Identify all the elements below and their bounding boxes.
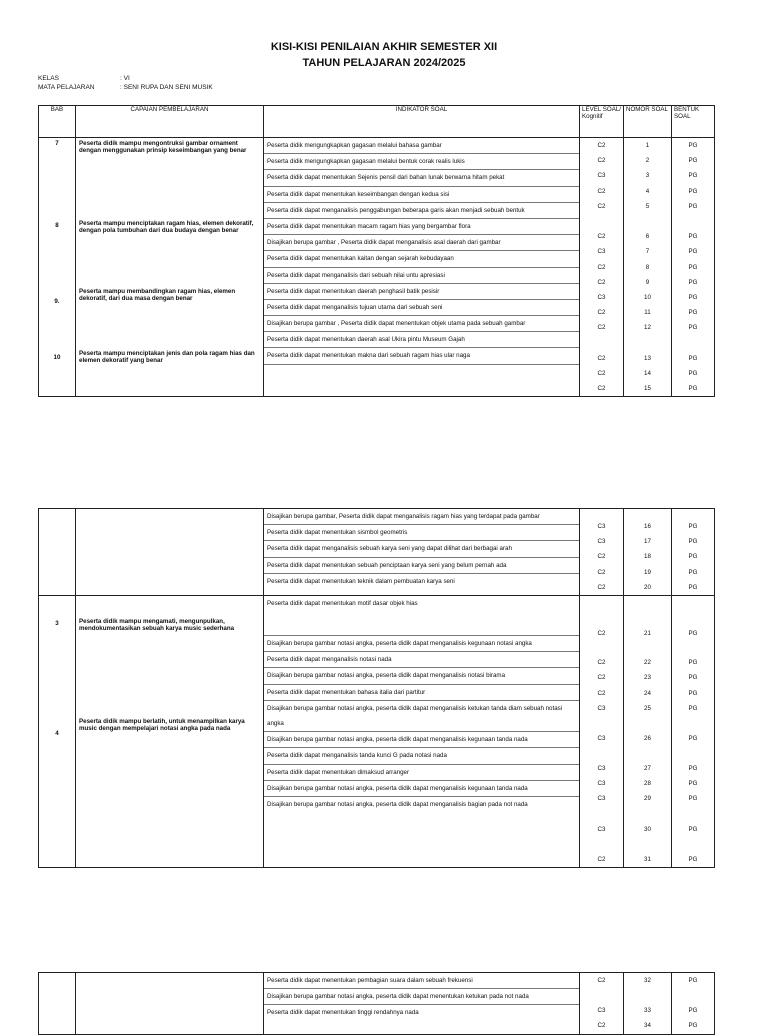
nomor-value: 4 xyxy=(645,187,650,195)
header-level: LEVEL SOAL/ Kognitif xyxy=(580,106,624,138)
header-bentuk: BENTUK SOAL xyxy=(672,106,715,138)
nomor-value: 23 xyxy=(644,674,651,682)
bentuk-column xyxy=(672,973,715,1035)
level-value: C3 xyxy=(597,293,606,301)
bentuk-value: PG xyxy=(688,674,698,682)
kisi-kisi-table-3 xyxy=(38,972,715,1035)
bentuk-value: PG xyxy=(688,977,698,984)
indikator-item: Peserta didik dapat menentukan kaitan dengan sejarah kebudayaan xyxy=(264,251,579,267)
level-value: C2 xyxy=(597,659,606,667)
nomor-value: 31 xyxy=(644,855,651,863)
level-value: C2 xyxy=(597,385,606,392)
level-value: C3 xyxy=(597,795,606,803)
bentuk-value: PG xyxy=(688,248,698,256)
bentuk-value: PG xyxy=(688,202,698,210)
bentuk-value: PG xyxy=(688,1022,698,1030)
indikator-item: Peserta didik dapat menentukan keseimbangan dengan kedua sisi xyxy=(264,187,579,203)
bab-number: 10 xyxy=(53,354,61,361)
table-body-row xyxy=(39,509,715,596)
nomor-value: 20 xyxy=(644,583,651,591)
bentuk-value: PG xyxy=(688,553,698,561)
nomor-value: 1 xyxy=(645,142,650,149)
bentuk-value: PG xyxy=(688,523,698,530)
level-value: C2 xyxy=(597,855,606,863)
nomor-value: 19 xyxy=(644,568,651,576)
indikator-column xyxy=(264,595,580,867)
level-column xyxy=(580,509,624,596)
table-body-row xyxy=(39,138,715,397)
level-value: C2 xyxy=(597,278,606,286)
bab-number: 3 xyxy=(55,619,59,627)
level-value: C2 xyxy=(597,157,606,165)
indikator-column xyxy=(264,138,580,397)
level-column xyxy=(580,138,624,397)
bentuk-value: PG xyxy=(688,187,698,195)
level-value: C2 xyxy=(597,568,606,576)
indikator-item: Peserta didik dapat menentukan motif dasar objek hias xyxy=(264,596,579,636)
bentuk-column xyxy=(672,595,715,867)
indikator-item: Peserta didik dapat menentukan bahasa italia dari partitur xyxy=(264,685,579,701)
indikator-column xyxy=(264,973,580,1035)
capaian-text: Peserta didik mampu mengamati, mengunpulkan, mendokumentasikan sebuah karya music sederhana xyxy=(79,617,235,633)
meta-kelas xyxy=(38,75,130,82)
level-value: C3 xyxy=(597,523,606,530)
level-column xyxy=(580,973,624,1035)
nomor-value: 27 xyxy=(644,765,651,773)
bentuk-value: PG xyxy=(688,157,698,165)
bentuk-value: PG xyxy=(688,354,698,362)
bab-number: 9. xyxy=(54,298,60,305)
bab-number: 8 xyxy=(55,222,59,229)
bentuk-value: PG xyxy=(688,324,698,332)
indikator-item: Peserta didik dapat menentukan tinggi rendahnya nada xyxy=(267,1009,419,1017)
nomor-value: 8 xyxy=(645,263,650,271)
indikator-item: Peserta didik dapat menentukan Sejenis pensil dari bahan lunak berwarna hitam pekat xyxy=(264,170,579,186)
bentuk-value: PG xyxy=(688,659,698,667)
nomor-value: 21 xyxy=(644,629,651,637)
indikator-item: Peserta didik dapat menentukan pembagian suara dalam sebuah frekuensi xyxy=(264,973,579,989)
bentuk-value: PG xyxy=(688,263,698,271)
level-value: C3 xyxy=(597,734,606,742)
nomor-value: 15 xyxy=(644,385,651,392)
bentuk-value: PG xyxy=(688,385,698,392)
capaian-column-empty xyxy=(76,973,264,1035)
bab-number: 7 xyxy=(55,140,59,147)
capaian-text: Peserta didik mampu berlatih, untuk menampilkan karya music dengan mempelajari notasi angka pada nada xyxy=(79,717,245,733)
bab-number: 4 xyxy=(55,729,59,737)
nomor-value: 30 xyxy=(644,825,651,833)
meta-mata-pelajaran xyxy=(38,84,213,91)
bab-column-empty xyxy=(39,973,76,1035)
nomor-value: 22 xyxy=(644,659,651,667)
indikator-item: Peserta didik dapat menentukan sebuah penciptaan karya seni yang belum pernah ada xyxy=(264,558,579,574)
capaian-text: Peserta mampu membandingkan ragam hias, elemen dekoratif, dari dua masa dengan benar xyxy=(79,288,236,303)
bentuk-value: PG xyxy=(688,278,698,286)
level-value: C3 xyxy=(597,765,606,773)
bentuk-value: PG xyxy=(688,629,698,637)
level-value: C3 xyxy=(597,1007,606,1015)
indikator-item: Disajikan berupa gambar notasi angka, peserta didik dapat menganalisis ketukan tanda diam sebuah notasi angka xyxy=(264,701,579,732)
bentuk-value: PG xyxy=(688,855,698,863)
indikator-item: Disajikan berupa gambar notasi angka, peserta didik dapat menganalisis notasi birama xyxy=(264,668,579,684)
nomor-value: 6 xyxy=(645,233,650,241)
kisi-kisi-table-1 xyxy=(38,105,715,397)
capaian-text: Peserta mampu menciptakan ragam hias, elemen dekoratif, dengan pola tumbuhan dari dua budaya dengan benar xyxy=(79,220,254,235)
nomor-column xyxy=(624,138,672,397)
level-value: C2 xyxy=(597,977,606,984)
meta-label: MATA PELAJARAN xyxy=(38,84,95,91)
indikator-item: Peserta didik dapat menganalisis tujuan utama dari sebuah seni xyxy=(264,300,579,316)
indikator-item xyxy=(264,365,579,380)
level-value: C2 xyxy=(597,233,606,241)
level-value: C2 xyxy=(597,629,606,637)
indikator-item: Disajikan berupa gambar notasi angka, peserta didik dapat menganalisis bagian pada not nada xyxy=(267,800,528,808)
nomor-value: 7 xyxy=(645,248,650,256)
indikator-item: Disajikan berupa gambar notasi angka, peserta didik dapat menganalisis kegunaan tanda nada xyxy=(264,781,579,797)
capaian-column-empty xyxy=(76,509,264,596)
indikator-item: Peserta didik dapat menganalisis notasi nada xyxy=(264,652,579,668)
table-header-row xyxy=(39,106,715,138)
nomor-value: 11 xyxy=(644,309,651,317)
bentuk-column xyxy=(672,509,715,596)
indikator-item: Peserta didik mengungkapkan gagasan melalui bentuk corak realis lukis xyxy=(264,154,579,170)
indikator-item: Disajikan berupa gambar, Peserta didik dapat menganalisis ragam hias yang terdapat pada gambar xyxy=(264,509,579,525)
header-bab: BAB xyxy=(39,106,76,138)
capaian-column xyxy=(76,138,264,397)
nomor-value: 25 xyxy=(644,704,651,712)
indikator-item: Peserta didik dapat menganalisis sebuah karya seni yang dapat dilihat dari berbagai arah xyxy=(264,541,579,557)
meta-value: : SENI RUPA DAN SENI MUSIK xyxy=(120,84,213,91)
level-column xyxy=(580,595,624,867)
bentuk-value: PG xyxy=(688,1007,698,1015)
level-value: C2 xyxy=(597,263,606,271)
bentuk-value: PG xyxy=(688,538,698,546)
indikator-item: Peserta didik mengungkapkan gagasan melalui bahasa gambar xyxy=(264,138,579,154)
document-title-line-2: TAHUN PELAJARAN 2024/2025 xyxy=(302,57,466,69)
indikator-item: Peserta didik dapat menentukan daerah penghasil batik pesisir xyxy=(264,284,579,300)
nomor-column xyxy=(624,973,672,1035)
indikator-item: Peserta didik dapat menganalisis penggabungan beberapa garis akan menjadi sebuah bentuk xyxy=(264,203,579,219)
nomor-value: 18 xyxy=(644,553,651,561)
level-value: C3 xyxy=(597,825,606,833)
table-body-row xyxy=(39,595,715,867)
capaian-text: Peserta didik mampu mengontruksi gambar ornament dengan menggunakan prinsip keseimbangan yang benar xyxy=(79,140,247,155)
indikator-column xyxy=(264,509,580,596)
bentuk-value: PG xyxy=(688,795,698,803)
indikator-item: Peserta didik dapat menentukan daerah asal Ukira pintu Museum Gajah xyxy=(264,332,579,348)
bab-column xyxy=(39,138,76,397)
bentuk-value: PG xyxy=(688,293,698,301)
indikator-item: Peserta didik dapat menentukan macam ragam hias yang bergambar flora xyxy=(264,219,579,235)
indikator-item: Peserta didik dapat menentukan makna dari sebuah ragam hias ular naga xyxy=(264,348,579,364)
indikator-item: Disajikan berupa gambar , Peserta didik dapat menentukan objek utama pada sebuah gambar xyxy=(264,316,579,332)
bentuk-value: PG xyxy=(688,142,698,149)
level-value: C3 xyxy=(597,780,606,788)
nomor-value: 16 xyxy=(644,523,651,530)
level-value: C2 xyxy=(597,142,606,149)
level-value: C2 xyxy=(597,1022,606,1030)
nomor-value: 3 xyxy=(645,172,650,180)
bentuk-value: PG xyxy=(688,780,698,788)
nomor-value: 29 xyxy=(644,795,651,803)
nomor-value: 34 xyxy=(644,1022,651,1030)
kisi-kisi-table-2 xyxy=(38,508,715,868)
level-value: C2 xyxy=(597,354,606,362)
capaian-column xyxy=(76,595,264,867)
nomor-value: 24 xyxy=(644,689,651,697)
level-value: C2 xyxy=(597,674,606,682)
indikator-item: Disajikan berupa gambar notasi angka, peserta didik dapat menentukan ketukan pada not nada xyxy=(264,989,579,1005)
nomor-value: 10 xyxy=(644,293,651,301)
bentuk-column xyxy=(672,138,715,397)
bentuk-value: PG xyxy=(688,309,698,317)
nomor-value: 5 xyxy=(645,202,650,210)
indikator-item: Peserta didik dapat menganalisis tanda kunci G pada notasi nada xyxy=(264,748,579,764)
bentuk-value: PG xyxy=(688,583,698,591)
bentuk-value: PG xyxy=(688,765,698,773)
indikator-item: Disajikan berupa gambar notasi angka, peserta didik dapat menganalisis kegunaan notasi angka xyxy=(264,636,579,652)
level-value: C3 xyxy=(597,538,606,546)
bentuk-value: PG xyxy=(688,689,698,697)
nomor-value: 32 xyxy=(644,977,651,984)
level-value: C2 xyxy=(597,583,606,591)
bentuk-value: PG xyxy=(688,734,698,742)
nomor-value: 12 xyxy=(644,324,651,332)
nomor-value: 9 xyxy=(645,278,650,286)
level-value: C2 xyxy=(597,369,606,377)
level-value: C2 xyxy=(597,202,606,210)
level-value: C2 xyxy=(597,324,606,332)
indikator-item: Peserta didik dapat menentukan sismbol geometris xyxy=(264,525,579,541)
table-body-row xyxy=(39,973,715,1035)
bentuk-value: PG xyxy=(688,233,698,241)
indikator-item: Disajikan berupa gambar notasi angka, peserta didik dapat menganalisis kegunaan tanda nada xyxy=(264,732,579,748)
meta-value: : VI xyxy=(120,75,130,82)
nomor-value: 2 xyxy=(645,157,650,165)
nomor-column xyxy=(624,509,672,596)
bab-column-empty xyxy=(39,509,76,596)
indikator-item: Peserta didik dapat menentukan teknik dalam pembuatan karya seni xyxy=(267,577,455,585)
header-indikator: INDIKATOR SOAL xyxy=(264,106,580,138)
nomor-value: 17 xyxy=(644,538,651,546)
bentuk-value: PG xyxy=(688,172,698,180)
bentuk-value: PG xyxy=(688,369,698,377)
level-value: C2 xyxy=(597,187,606,195)
indikator-item: Disajikan berupa gambar , Peserta didik dapat menganalisis asal daerah dari gambar xyxy=(264,235,579,251)
bentuk-value: PG xyxy=(688,704,698,712)
nomor-column xyxy=(624,595,672,867)
level-value: C2 xyxy=(597,309,606,317)
nomor-value: 13 xyxy=(644,354,651,362)
level-value: C3 xyxy=(597,704,606,712)
bentuk-value: PG xyxy=(688,825,698,833)
nomor-value: 26 xyxy=(644,734,651,742)
bentuk-value: PG xyxy=(688,568,698,576)
header-capaian: CAPAIAN PEMBELAJARAN xyxy=(76,106,264,138)
level-value: C2 xyxy=(597,553,606,561)
level-value: C3 xyxy=(597,172,606,180)
header-nomor: NOMOR SOAL xyxy=(624,106,672,138)
document-title-line-1: KISI-KISI PENILAIAN AKHIR SEMESTER XII xyxy=(270,41,498,53)
indikator-item: Peserta didik dapat menganalisis dari sebuah nilai untu apresiasi xyxy=(264,268,579,284)
level-value: C3 xyxy=(597,248,606,256)
nomor-value: 28 xyxy=(644,780,651,788)
indikator-item: Peserta didik dapat menentukan dimaksud arranger xyxy=(264,765,579,781)
nomor-value: 33 xyxy=(644,1007,651,1015)
capaian-text: Peserta mampu menciptakan jenis dan pola ragam hias dan elemen dekoratif yang benar xyxy=(79,350,255,365)
level-value: C2 xyxy=(597,689,606,697)
bab-column xyxy=(39,595,76,867)
meta-label: KELAS xyxy=(38,75,59,82)
nomor-value: 14 xyxy=(644,369,651,377)
